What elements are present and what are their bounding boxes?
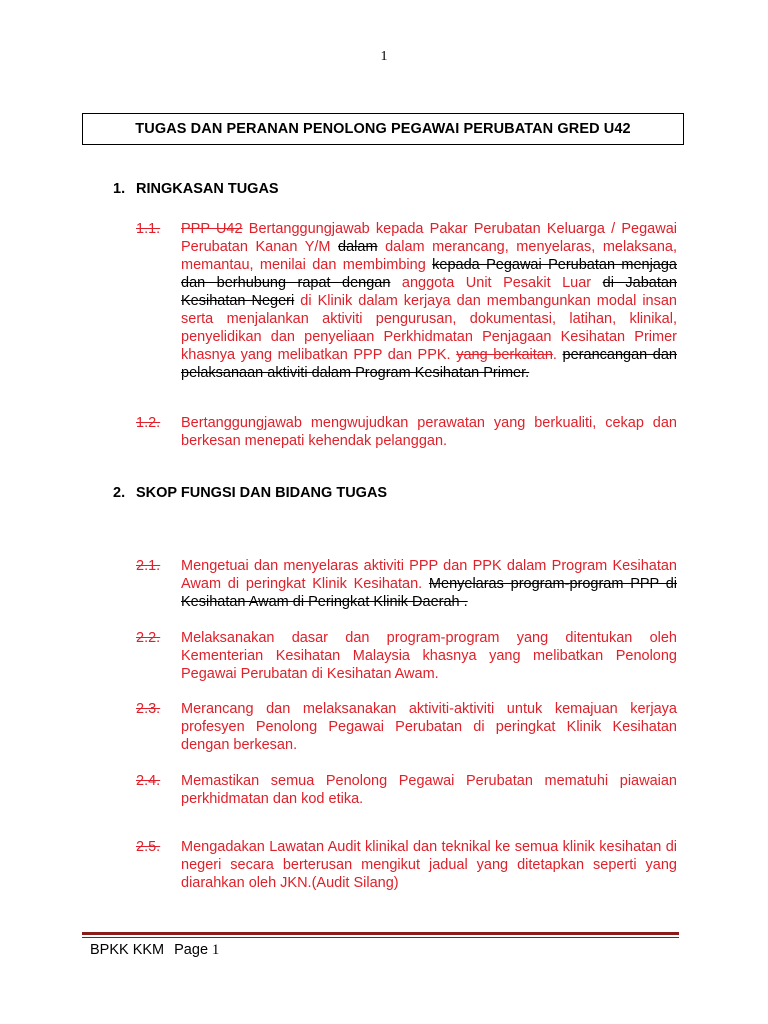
item-number: 2.3. bbox=[136, 701, 161, 717]
page-number-header: 1 bbox=[380, 49, 388, 64]
item-text bbox=[181, 220, 677, 382]
item-text bbox=[181, 557, 677, 611]
section-title: RINGKASAN TUGAS bbox=[136, 181, 279, 197]
item-number: 2.2. bbox=[136, 630, 161, 646]
list-item-2-4 bbox=[136, 772, 677, 808]
footer-org: BPKK KKM bbox=[90, 942, 165, 958]
inserted-text: Melaksanakan dasar dan program-program yang ditentukan oleh Kementerian Kesihatan Malaysia khasnya yang melibatkan Penolong Pegawai Perubatan di Kesihatan Awam. bbox=[181, 630, 677, 682]
item-text bbox=[181, 838, 677, 892]
deleted-text: yang berkaitan bbox=[456, 347, 553, 363]
item-text bbox=[181, 772, 677, 808]
item-number: 2.1. bbox=[136, 558, 161, 574]
footer-rule-thin bbox=[82, 937, 679, 938]
inserted-text: anggota Unit Pesakit Luar bbox=[390, 275, 603, 291]
inserted-text: di Klinik dalam kerjaya dan membangunkan modal insan serta menjalankan aktiviti pengurusan, dokumentasi, latihan, klinikal, penyelidikan dan penyeliaan Perkhidmatan Penjagaan Kesihatan Primer khasnya yang melibatkan PPP dan PPK. bbox=[181, 293, 677, 363]
deleted-text: Menyelaras program-program PPP di Kesihatan Awam di Peringkat Klinik Daerah . bbox=[181, 576, 677, 610]
list-item-1-2 bbox=[136, 414, 677, 450]
deleted-text: perancangan dan pelaksanaan aktiviti dalam Program Kesihatan Primer. bbox=[181, 347, 678, 381]
section-heading-ringkasan bbox=[113, 181, 279, 197]
inserted-text: Merancang dan melaksanakan aktiviti-aktiviti untuk kemajuan kerjaya profesyen Penolong Pegawai Perubatan di peringkat Klinik Kesihatan dengan berkesan. bbox=[181, 701, 677, 753]
item-number: 1.1. bbox=[136, 221, 161, 237]
item-text bbox=[181, 414, 677, 450]
inserted-text: Mengadakan Lawatan Audit klinikal dan teknikal ke semua klinik kesihatan di negeri secara berterusan mengikut jadual yang ditetapkan seperti yang diarahkan oleh JKN.(Audit Silang) bbox=[181, 839, 677, 891]
list-item-2-1 bbox=[136, 557, 677, 611]
item-text bbox=[181, 629, 677, 683]
deleted-text: dalam bbox=[338, 239, 378, 255]
deleted-text: PPP U42 bbox=[181, 221, 243, 237]
footer-rule-thick bbox=[82, 932, 679, 935]
item-text bbox=[181, 700, 677, 754]
inserted-text: Bertanggungjawab kepada Pakar Perubatan Keluarga / Pegawai Perubatan Kanan Y/M bbox=[181, 221, 677, 255]
item-number: 2.5. bbox=[136, 839, 161, 855]
inserted-text: Memastikan semua Penolong Pegawai Perubatan mematuhi piawaian perkhidmatan dan kod etika. bbox=[181, 773, 677, 807]
footer-page-number: 1 bbox=[212, 942, 220, 958]
document-title: TUGAS DAN PERANAN PENOLONG PEGAWAI PERUBATAN GRED U42 bbox=[82, 113, 684, 145]
item-number: 2.4. bbox=[136, 773, 161, 789]
inserted-text: Bertanggungjawab mengwujudkan perawatan yang berkualiti, cekap dan berkesan menepati kehendak pelanggan. bbox=[181, 415, 677, 449]
inserted-text: . bbox=[552, 347, 563, 363]
footer-page-label: Page bbox=[174, 942, 209, 958]
section-number: 2. bbox=[113, 485, 126, 501]
list-item-2-5 bbox=[136, 838, 677, 892]
page-footer bbox=[90, 942, 219, 959]
deleted-text: di Jabatan Kesihatan Negeri bbox=[181, 275, 677, 309]
section-heading-skop bbox=[113, 485, 387, 501]
list-item-1-1 bbox=[136, 220, 677, 382]
section-title: SKOP FUNGSI DAN BIDANG TUGAS bbox=[136, 485, 388, 501]
inserted-text: Mengetuai dan menyelaras aktiviti PPP dan PPK dalam Program Kesihatan Awam di peringkat Klinik Kesihatan. bbox=[181, 558, 677, 592]
section-number: 1. bbox=[113, 181, 126, 197]
list-item-2-2 bbox=[136, 629, 677, 683]
list-item-2-3 bbox=[136, 700, 677, 754]
deleted-text: kepada Pegawai Perubatan menjaga dan berhubung rapat dengan bbox=[181, 257, 677, 291]
inserted-text: dalam merancang, menyelaras, melaksana, memantau, menilai dan membimbing bbox=[181, 239, 677, 273]
item-number: 1.2. bbox=[136, 415, 161, 431]
